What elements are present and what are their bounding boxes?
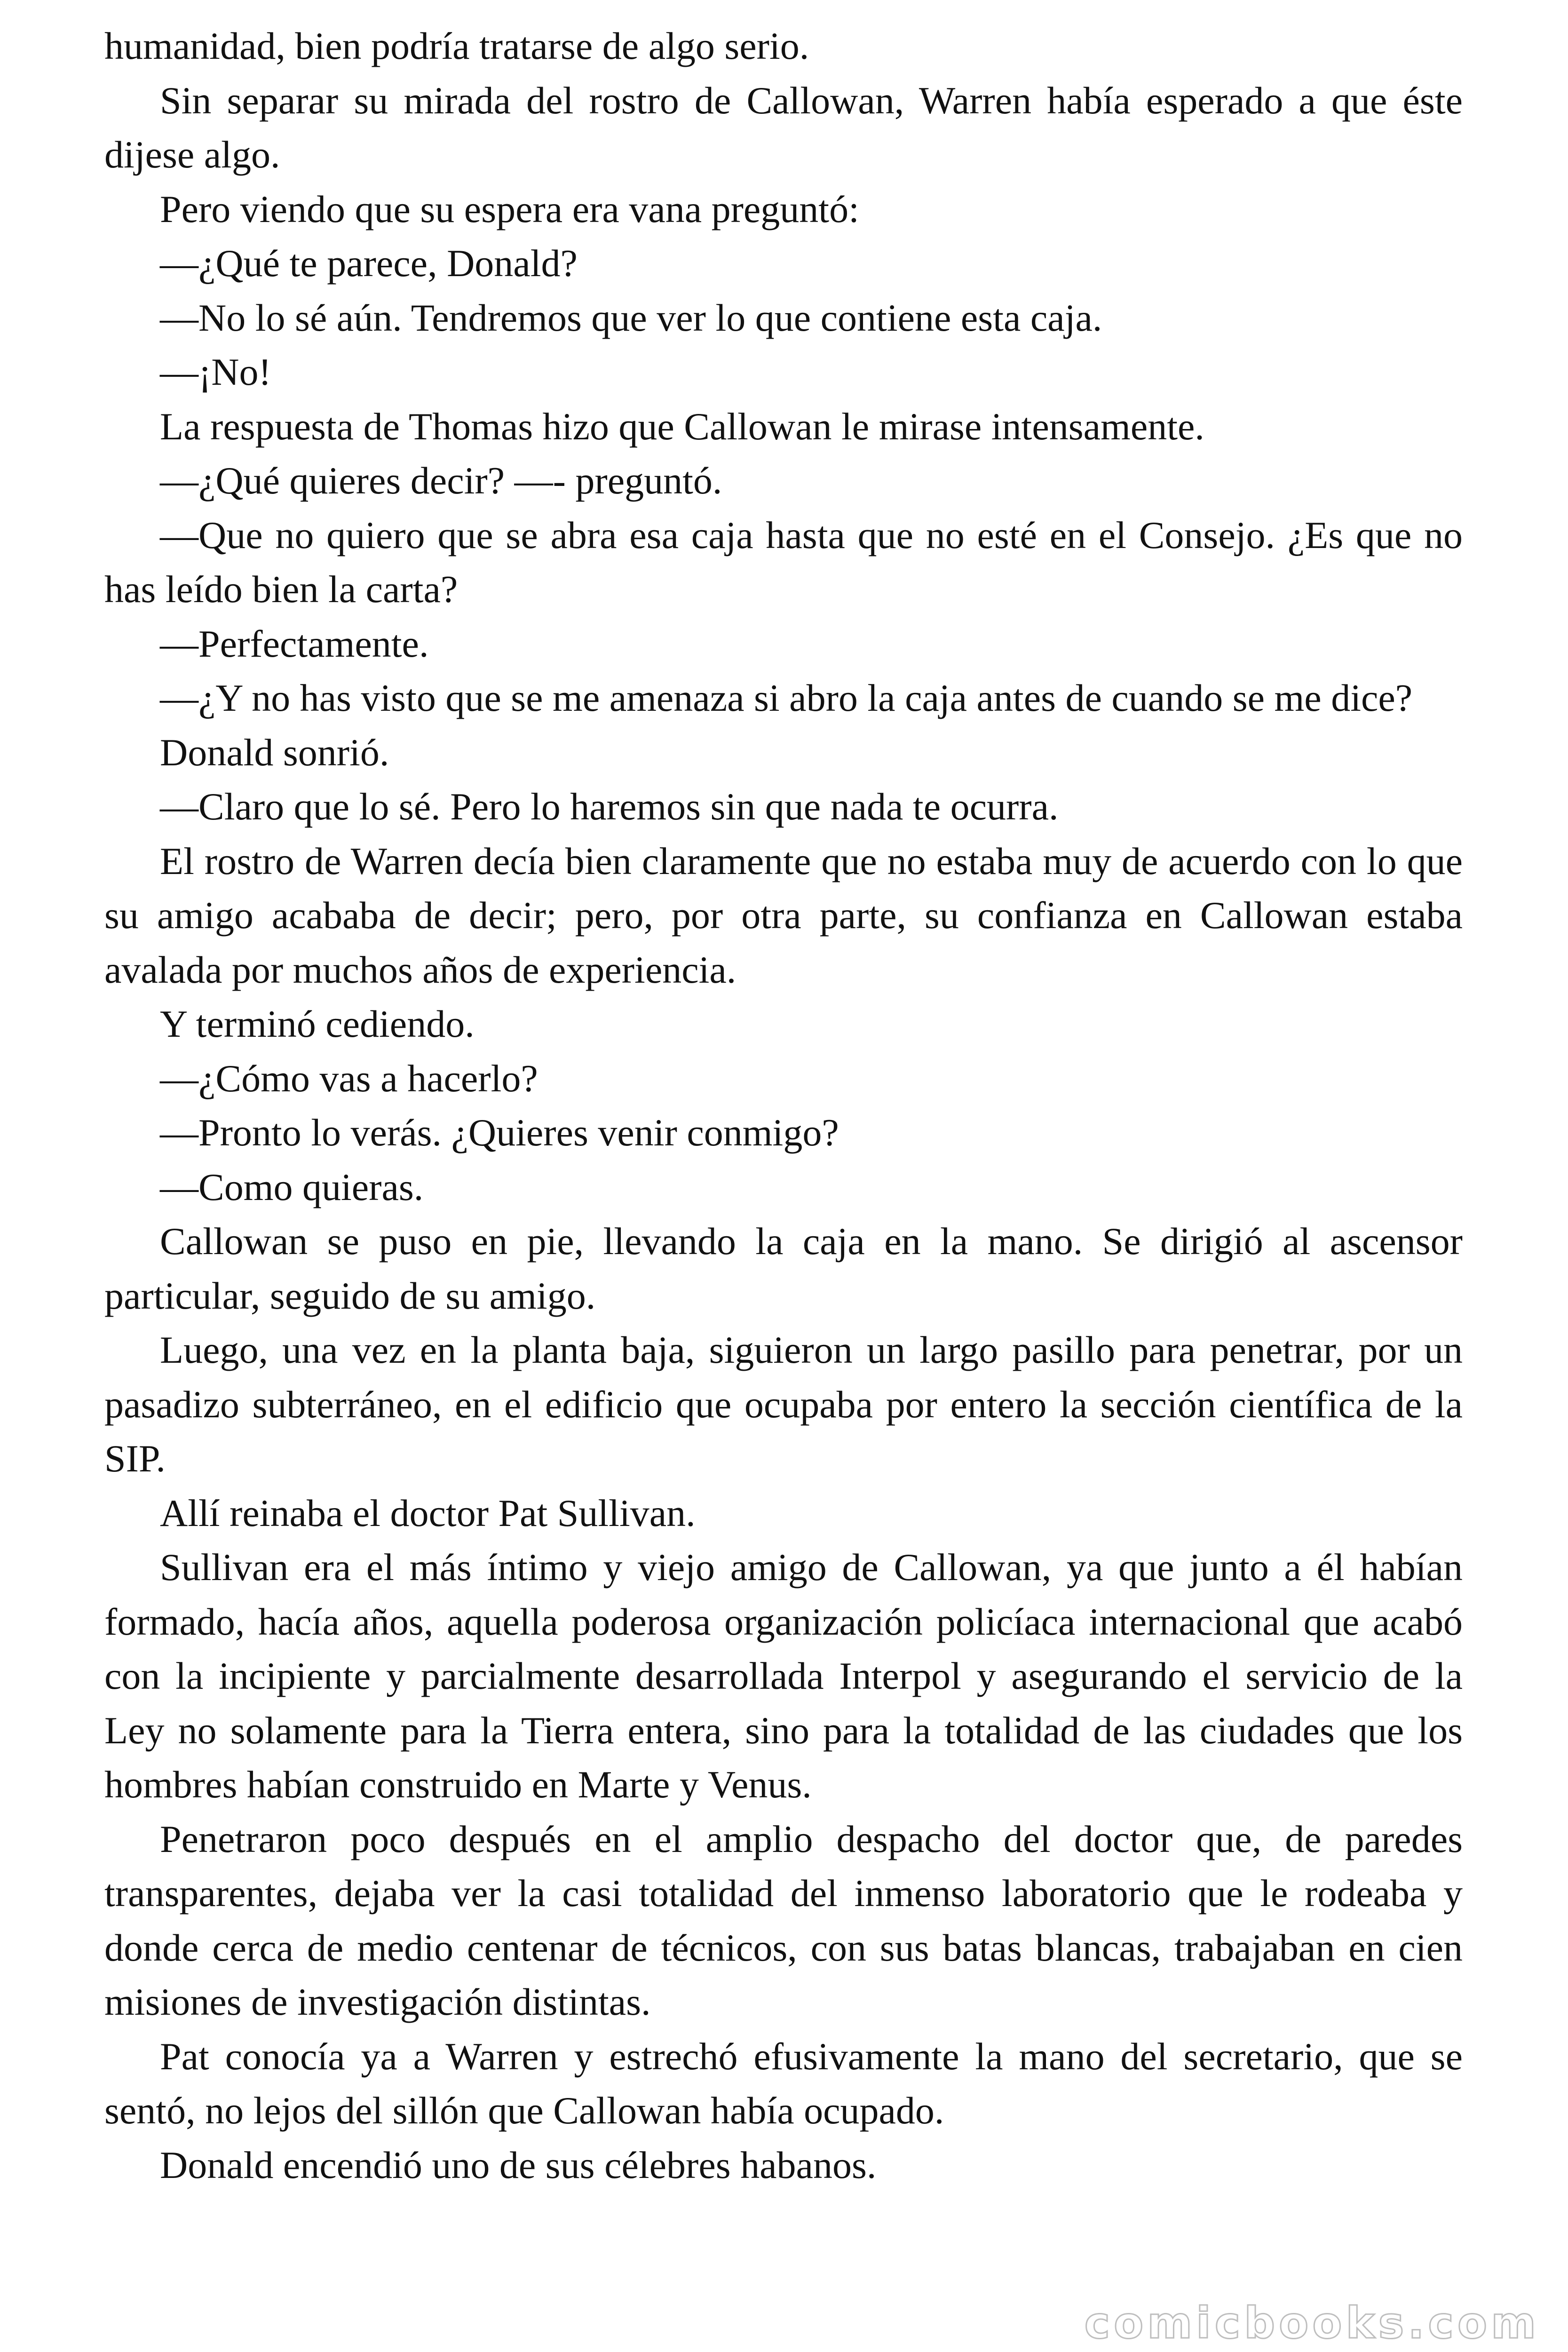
paragraph-5: —No lo sé aún. Tendremos que ver lo que contiene esta caja. xyxy=(160,296,1102,339)
paragraph-1: humanidad, bien podría tratarse de algo serio. xyxy=(104,24,809,67)
watermark-logo: comicbooks.com xyxy=(1084,2298,1540,2348)
paragraph-17: —Pronto lo verás. ¿Quieres venir conmigo? xyxy=(160,1111,839,1154)
paragraph-24: Pat conocía ya a Warren y estrechó efusivamente la mano del secretario, que se sentó, no lejos del sillón que Callowan había ocupado. xyxy=(104,2034,1463,2132)
paragraph-11: —¿Y no has visto que se me amenaza si abro la caja antes de cuando se me dice? xyxy=(160,676,1413,719)
paragraph-10: —Perfectamente. xyxy=(160,622,429,665)
paragraph-15: Y terminó cediendo. xyxy=(160,1002,475,1045)
paragraph-14: El rostro de Warren decía bien claramente que no estaba muy de acuerdo con lo que su amigo acababa de decir; pero, por otra parte, su confianza en Callowan estaba avalada por muchos años de experiencia. xyxy=(104,839,1463,991)
paragraph-22: Sullivan era el más íntimo y viejo amigo de Callowan, ya que junto a él habían formado, hacía años, aquella poderosa organización policíaca internacional que acabó con la incipiente y parcialmente desarrollada Interpol y asegurando el servicio de la Ley no solamente para la Tierra entera, sino para la totalidad de las ciudades que los hombres habían construido en Marte y Venus. xyxy=(104,1546,1463,1806)
paragraph-21: Allí reinaba el doctor Pat Sullivan. xyxy=(160,1491,696,1534)
paragraph-3: Pero viendo que su espera era vana preguntó: xyxy=(160,187,859,230)
paragraph-4: —¿Qué te parece, Donald? xyxy=(160,242,578,285)
paragraph-23: Penetraron poco después en el amplio despacho del doctor que, de paredes transparentes, dejaba ver la casi totalidad del inmenso laboratorio que le rodeaba y donde cerca de medio centenar de técnicos, con sus batas blancas, trabajaban en cien misiones de investigación distintas. xyxy=(104,1817,1463,2023)
paragraph-16: —¿Cómo vas a hacerlo? xyxy=(160,1057,538,1100)
paragraph-12: Donald sonrió. xyxy=(160,731,389,774)
paragraph-20: Luego, una vez en la planta baja, siguieron un largo pasillo para penetrar, por un pasadizo subterráneo, en el edificio que ocupaba por entero la sección científica de la SIP. xyxy=(104,1328,1463,1480)
paragraph-2: Sin separar su mirada del rostro de Callowan, Warren había esperado a que éste dijese algo. xyxy=(104,79,1463,176)
paragraph-6: —¡No! xyxy=(160,350,271,393)
paragraph-13: —Claro que lo sé. Pero lo haremos sin que nada te ocurra. xyxy=(160,785,1059,828)
paragraph-19: Callowan se puso en pie, llevando la caja en la mano. Se dirigió al ascensor particular, seguido de su amigo. xyxy=(104,1220,1463,1317)
paragraph-7: La respuesta de Thomas hizo que Callowan le mirase intensamente. xyxy=(160,405,1204,448)
paragraph-25: Donald encendió uno de sus célebres habanos. xyxy=(160,2143,877,2186)
paragraph-18: —Como quieras. xyxy=(160,1165,424,1208)
document-page xyxy=(104,19,1463,2192)
paragraph-8: —¿Qué quieres decir? —- preguntó. xyxy=(160,459,722,502)
paragraph-9: —Que no quiero que se abra esa caja hasta que no esté en el Consejo. ¿Es que no has leído bien la carta? xyxy=(104,513,1463,611)
